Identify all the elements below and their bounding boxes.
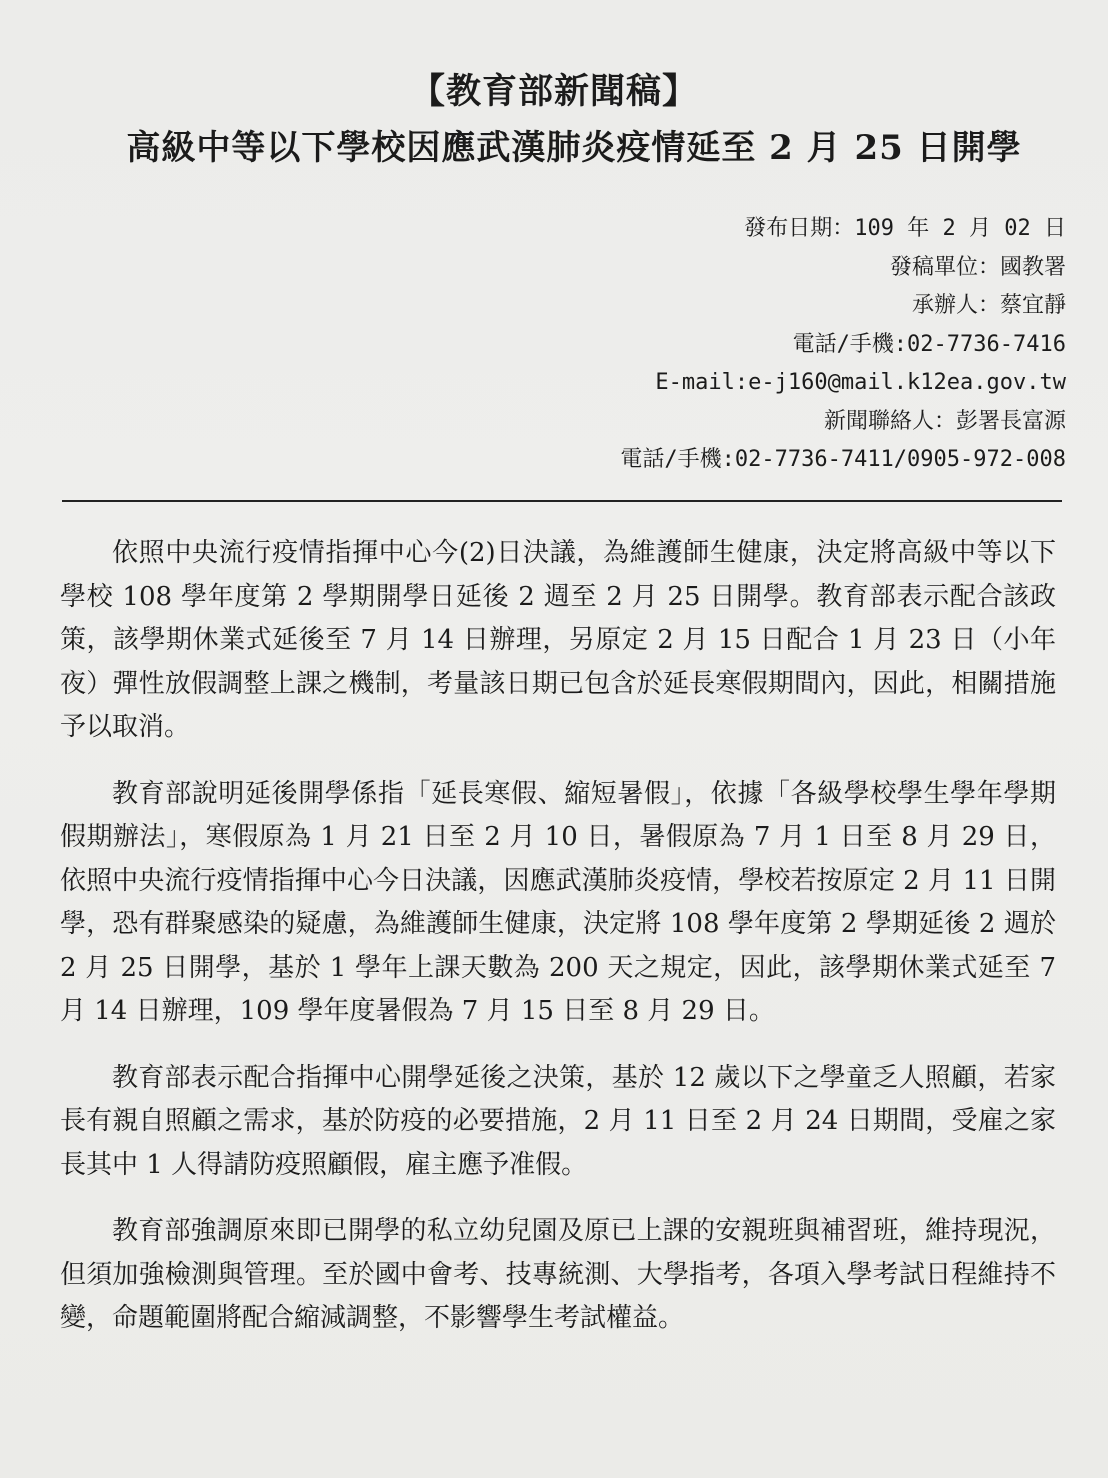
release-date: 發布日期：109 年 2 月 02 日 xyxy=(744,216,1066,241)
title-block xyxy=(0,70,1108,172)
press-release-label: 【教育部新聞稿】 xyxy=(409,71,698,112)
header-divider xyxy=(62,500,1062,502)
press-contact: 新聞聯絡人：彭署長富源 xyxy=(823,408,1066,434)
contact-email: E-mail:e-j160@mail.k12ea.gov.tw xyxy=(655,370,1066,395)
paragraph-2: 教育部說明延後開學係指「延長寒假、縮短暑假」，依據「各級學校學生學年學期假期辦法」，寒假原為 1 月 21 日至 2 月 10 日，暑假原為 7 月 1 日至 8 月 29 日，依照中央流行疫情指揮中心今日決議，因應武漢肺炎疫情，學校若按原定 2 月 11 日開學，恐有群聚感染的疑慮，為維護師生健康，決定將 108 學年度第 2 學期延後 2 週於 2 月 25 日開學，基於 1 學年上課天數為 200 天之規定，因此，該學期休業式延至 7 月 14 日辦理，109 學年度暑假為 7 月 15 日至 8 月 29 日。 xyxy=(60,778,1056,1026)
paragraph-1: 依照中央流行疫情指揮中心今(2)日決議，為維護師生健康，決定將高級中等以下學校 108 學年度第 2 學期開學日延後 2 週至 2 月 25 日開學。教育部表示配合該政策，該學期休業式延後至 7 月 14 日辦理，另原定 2 月 15 日配合 1 月 23 日（小年夜）彈性放假調整上課之機制，考量該日期已包含於延長寒假期間內，因此，相關措施予以取消。 xyxy=(60,538,1056,742)
headline: 高級中等以下學校因應武漢肺炎疫情延至 2 月 25 日開學 xyxy=(126,128,1022,168)
release-metadata xyxy=(620,210,1066,480)
release-body xyxy=(60,532,1056,1364)
paragraph-4: 教育部強調原來即已開學的私立幼兒園及原已上課的安親班與補習班，維持現況，但須加強檢測與管理。至於國中會考、技專統測、大學指考，各項入學考試日程維持不變，命題範圍將配合縮減調整，不影響學生考試權益。 xyxy=(60,1216,1056,1333)
paragraph-3: 教育部表示配合指揮中心開學延後之決策，基於 12 歲以下之學童乏人照顧，若家長有親自照顧之需求，基於防疫的必要措施，2 月 11 日至 2 月 24 日期間，受雇之家長其中 1 人得請防疫照顧假，雇主應予准假。 xyxy=(60,1062,1056,1180)
contact-phone: 電話/手機:02-7736-7416 xyxy=(792,331,1066,357)
press-contact-phone: 電話/手機:02-7736-7411/0905-972-008 xyxy=(620,447,1066,472)
issuing-unit: 發稿單位：國教署 xyxy=(889,254,1066,280)
contact-person: 承辦人：蔡宜靜 xyxy=(911,293,1066,318)
